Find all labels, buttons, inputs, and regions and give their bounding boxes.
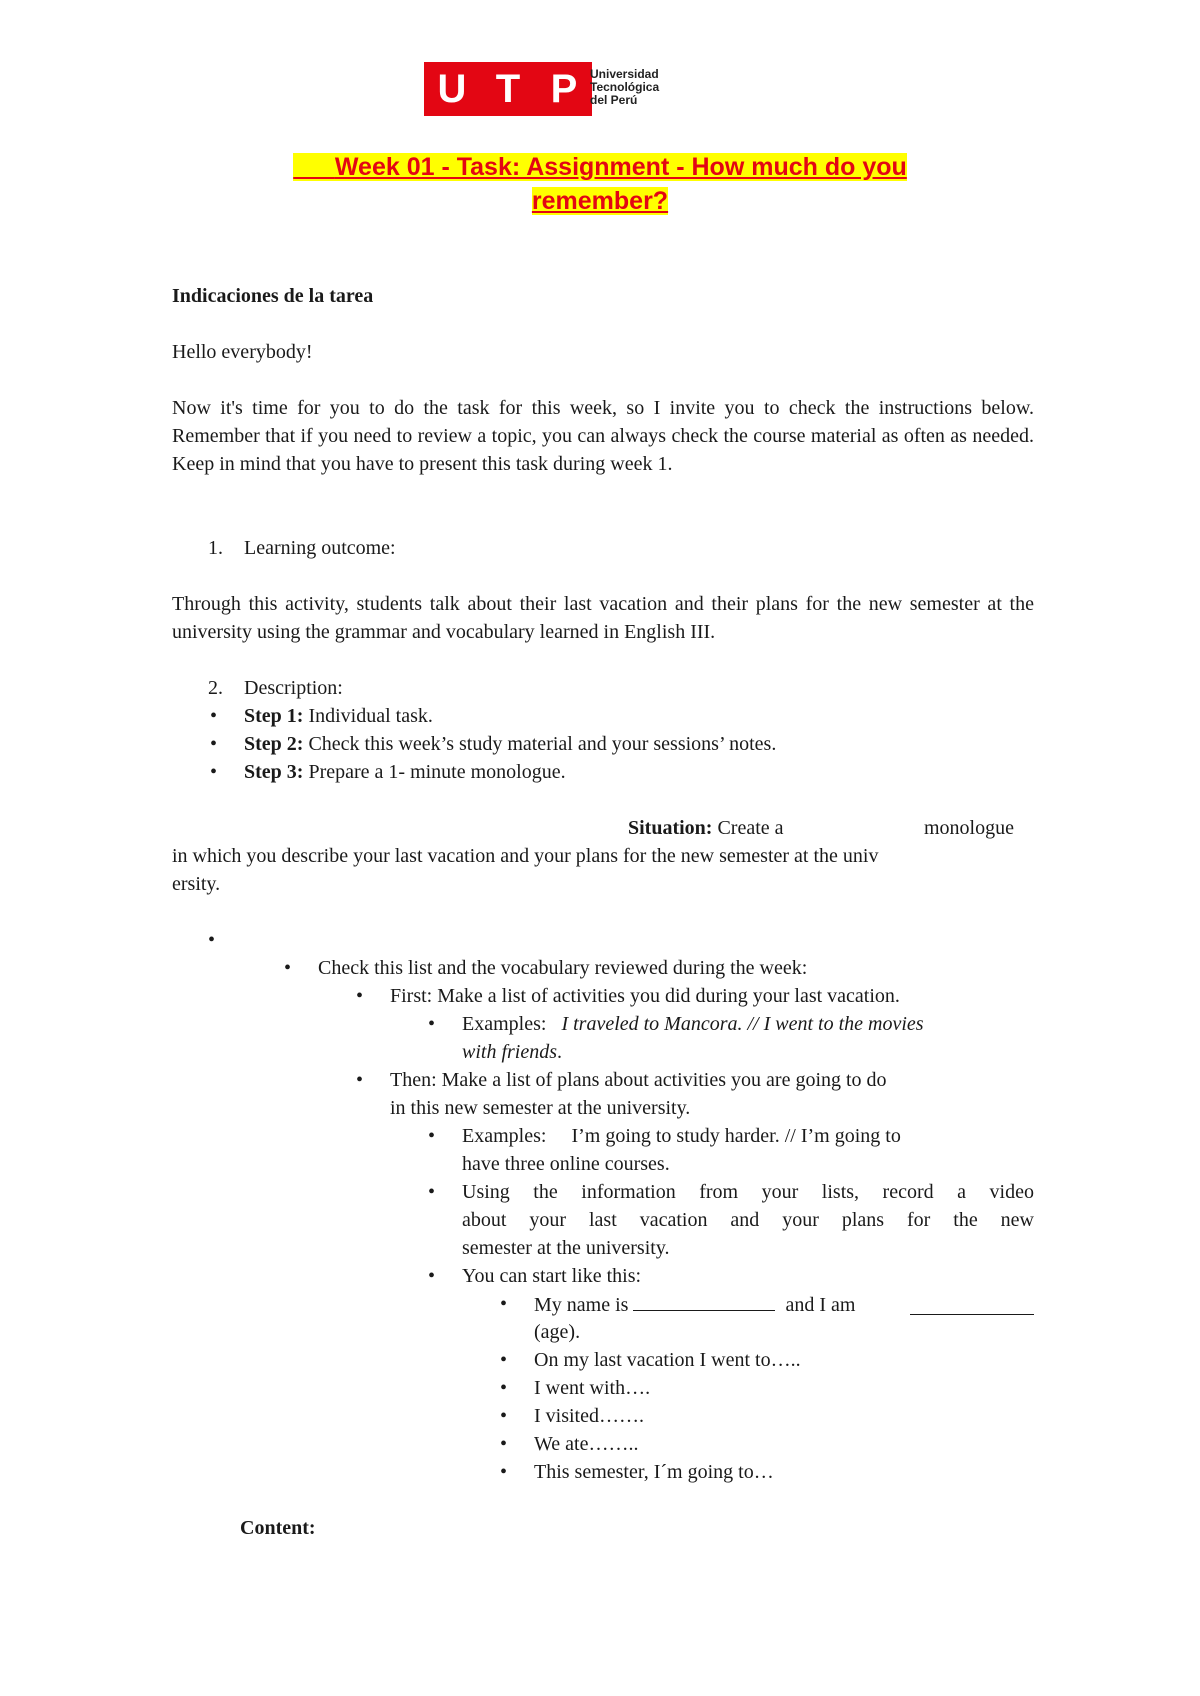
sentence-item: • This semester, I´m going to… (534, 1458, 774, 1486)
step-text: Prepare a 1- minute monologue. (308, 761, 566, 783)
step-label: Step 1: (244, 705, 304, 727)
sentence-item: • I went with…. (534, 1374, 650, 1402)
then-item-line-2: in this new semester at the university. (390, 1097, 691, 1119)
name-blank (633, 1290, 775, 1311)
examples-line-1: I’m going to study harder. // I’m going to (571, 1125, 901, 1147)
situation-line-3: ersity. (172, 873, 221, 895)
name-prompt: My name is (534, 1294, 629, 1316)
step-text: Individual task. (308, 705, 433, 727)
section-1-label: Learning outcome: (244, 537, 396, 559)
logo-name-line: del Perú (590, 93, 638, 107)
age-suffix: (age). (534, 1321, 581, 1343)
age-prompt: and I am (785, 1294, 856, 1316)
logo-letter-t: T (480, 62, 536, 116)
examples-label: Examples: (462, 1013, 547, 1035)
empty-bullet: • (208, 929, 216, 951)
greeting: Hello everybody! (172, 341, 313, 363)
situation-label: Situation: (628, 817, 713, 839)
step-label: Step 3: (244, 761, 304, 783)
situation-text-b: monologue (924, 817, 1014, 839)
section-1-number: 1. (208, 537, 223, 559)
logo-name-line: Tecnológica (590, 80, 660, 94)
examples-line-2: with friends (462, 1041, 558, 1063)
logo-letter-u: U (424, 62, 480, 116)
section-2-number: 2. (208, 677, 223, 699)
examples-line-1: I traveled to Mancora. // I went to the movies (561, 1013, 924, 1035)
then-examples-item (462, 1122, 901, 1150)
examples-label: Examples: (462, 1125, 547, 1147)
situation-line-2: in which you describe your last vacation and your plans for the new semester at the univ (172, 845, 879, 867)
start-item: • You can start like this: (462, 1262, 641, 1290)
first-examples-item (462, 1010, 1034, 1038)
situation-text-a: Create a (717, 817, 784, 839)
sentence-name-age (534, 1290, 1034, 1319)
title-line-2: remember? (531, 187, 669, 215)
age-blank (910, 1294, 1034, 1315)
task-heading (172, 282, 373, 310)
content-heading (240, 1514, 316, 1542)
logo-letter-p: P (536, 62, 592, 116)
first-examples-line-2: with friends. (462, 1041, 563, 1063)
using-item-line-2: about your last vacation and your plans for the new (462, 1209, 1034, 1231)
step-label: Step 2: (244, 733, 304, 755)
situation-label-line (628, 814, 784, 842)
learning-outcome-text: Through this activity, students talk about their last vacation and their plans for the new semester at the university using the grammar and vocabulary learned in English III. (172, 593, 1034, 643)
utp-logo (424, 62, 664, 116)
content-label: Content: (240, 1517, 316, 1539)
sentence-item: • On my last vacation I went to….. (534, 1346, 801, 1374)
section-2-label: Description: (244, 677, 343, 699)
intro-paragraph: Now it's time for you to do the task for this week, so I invite you to check the instructions below. Remember that if you need to review a topic, you can always check the course material as often as needed. Keep in mind that you have to present this task during week 1. (172, 397, 1034, 475)
check-list-item: • Check this list and the vocabulary reviewed during the week: (318, 954, 807, 982)
sentence-item: • I visited……. (534, 1402, 644, 1430)
step-item (244, 758, 566, 786)
sentence-item: • We ate…….. (534, 1430, 638, 1458)
step-text: Check this week’s study material and your sessions’ notes. (308, 733, 777, 755)
document-title (240, 150, 960, 218)
title-line-1: Week 01 - Task: Assignment - How much do you (334, 153, 907, 181)
step-item (244, 702, 433, 730)
using-item-line-3: semester at the university. (462, 1237, 670, 1259)
using-item: • Using the information from your lists, record a video (462, 1178, 1034, 1206)
then-item: • Then: Make a list of plans about activities you are going to do (390, 1066, 887, 1094)
task-heading-text: Indicaciones de la tarea (172, 285, 374, 307)
then-examples-line-2: have three online courses. (462, 1153, 670, 1175)
logo-name-line: Universidad (590, 67, 659, 81)
step-item (244, 730, 776, 758)
first-item: • First: Make a list of activities you did during your last vacation. (390, 982, 900, 1010)
logo-university-name (590, 68, 680, 107)
